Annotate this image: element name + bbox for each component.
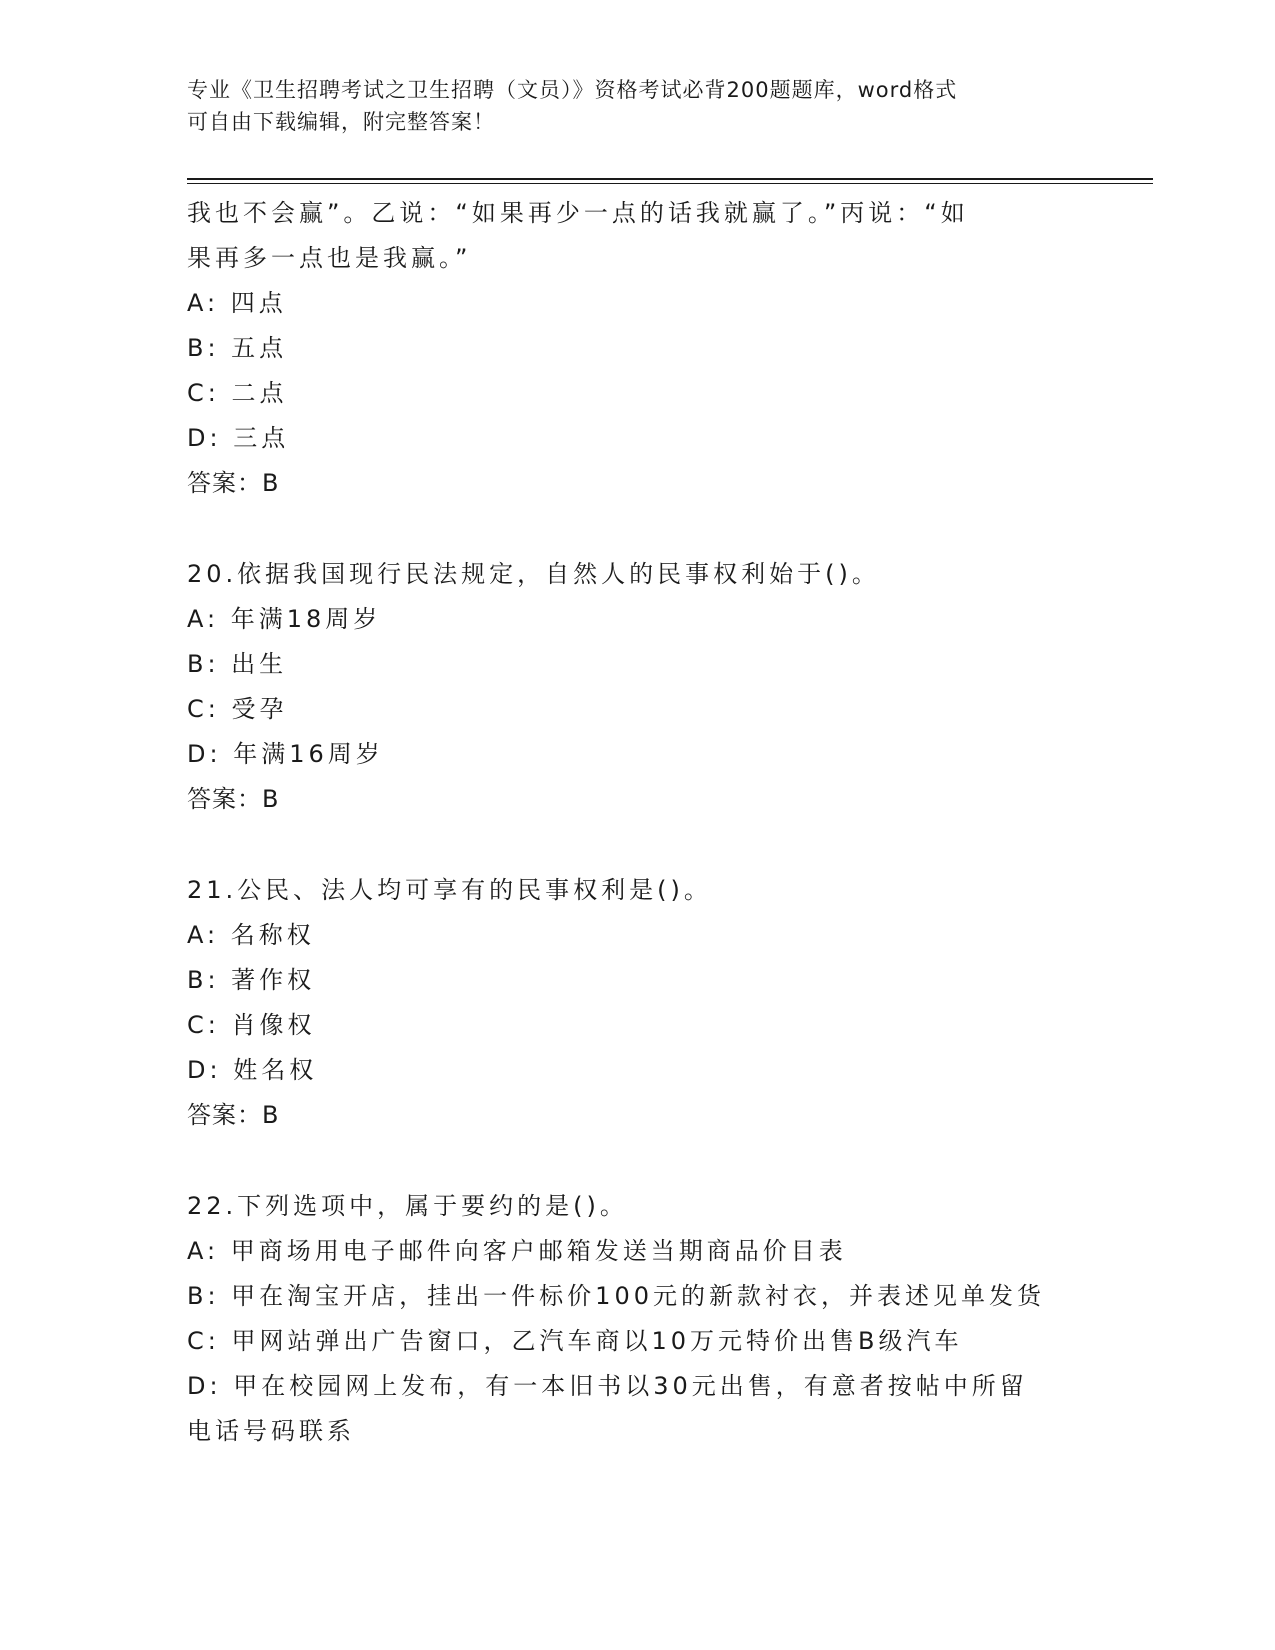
question-20 xyxy=(187,552,1087,822)
header-rule-thick xyxy=(187,178,1153,180)
question-continued xyxy=(187,191,1087,506)
question-stem: 21.公民、法人均可享有的民事权利是()。 xyxy=(187,876,712,904)
answer-line: 答案：B xyxy=(187,785,280,813)
header-line-2: 可自由下载编辑，附完整答案！ xyxy=(187,110,495,134)
question-list xyxy=(187,191,1087,1454)
option-b: B: 五点 xyxy=(187,334,288,362)
answer-line: 答案：B xyxy=(187,469,280,497)
option-a: A: 名称权 xyxy=(187,921,315,949)
header-rule-thin xyxy=(187,183,1153,184)
option-a: A: 甲商场用电子邮件向客户邮箱发送当期商品价目表 xyxy=(187,1237,847,1265)
option-d: D: 甲在校园网上发布，有一本旧书以30元出售，有意者按帖中所留 xyxy=(187,1372,1028,1400)
option-a: A: 四点 xyxy=(187,289,287,317)
option-d: D: 年满16周岁 xyxy=(187,740,384,768)
question-21 xyxy=(187,868,1087,1138)
option-a: A: 年满18周岁 xyxy=(187,605,382,633)
option-c: C: 肖像权 xyxy=(187,1011,316,1039)
answer-line: 答案：B xyxy=(187,1101,280,1129)
option-c: C: 受孕 xyxy=(187,695,288,723)
option-b: B: 出生 xyxy=(187,650,288,678)
option-c: C: 二点 xyxy=(187,379,288,407)
question-stem: 22.下列选项中，属于要约的是()。 xyxy=(187,1192,628,1220)
option-c: C: 甲网站弹出广告窗口，乙汽车商以10万元特价出售B级汽车 xyxy=(187,1327,963,1355)
option-d-continuation: 电话号码联系 xyxy=(187,1417,355,1445)
document-header xyxy=(187,74,1067,138)
option-d: D: 姓名权 xyxy=(187,1056,318,1084)
question-stem-line: 果再多一点也是我赢。” xyxy=(187,244,472,272)
option-b: B: 甲在淘宝开店，挂出一件标价100元的新款衬衣，并表述见单发货 xyxy=(187,1282,1045,1310)
question-stem-line: 我也不会赢”。乙说：“如果再少一点的话我就赢了。”丙说：“如 xyxy=(187,199,969,227)
question-22 xyxy=(187,1184,1087,1454)
option-b: B: 著作权 xyxy=(187,966,316,994)
header-line-1: 专业《卫生招聘考试之卫生招聘（文员）》资格考试必背200题题库，word格式 xyxy=(187,78,958,102)
option-d: D: 三点 xyxy=(187,424,290,452)
question-stem: 20.依据我国现行民法规定，自然人的民事权利始于()。 xyxy=(187,560,880,588)
